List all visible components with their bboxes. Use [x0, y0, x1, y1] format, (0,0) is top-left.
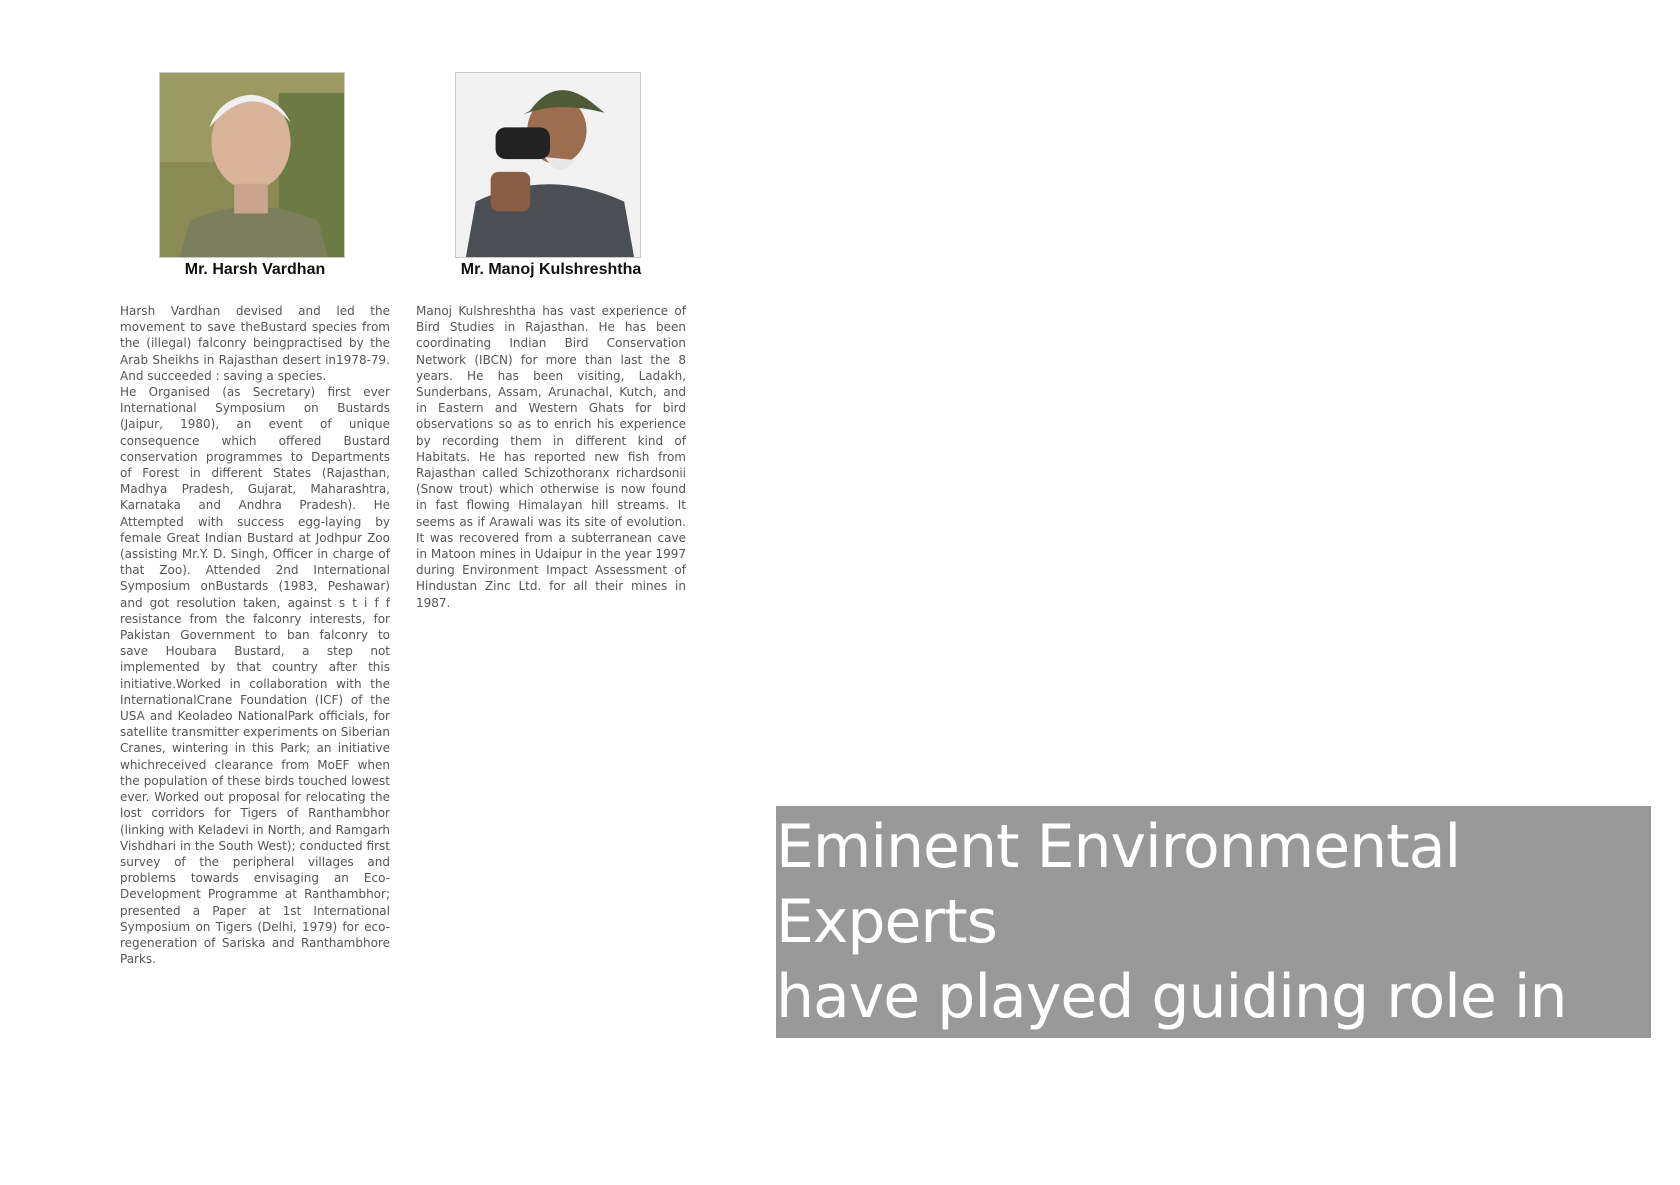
- bio-paragraph: Harsh Vardhan devised and led the movement to save theBustard species from the (illegal) falconry beingpractised by the Arab Sheikhs in Rajasthan desert in1978-79. And succeeded : saving a species.: [120, 304, 390, 383]
- slide-title: Eminent Environmental Experts have played guiding role in revival of Mansagar lake: [776, 812, 1567, 1182]
- portrait-photo: [159, 72, 345, 258]
- expert-bio: [416, 303, 686, 611]
- expert-name: Mr. Harsh Vardhan: [184, 261, 326, 278]
- portrait-manoj-kulshreshtha-image: [456, 73, 640, 257]
- portrait-photo: [455, 72, 641, 258]
- bio-paragraph: Manoj Kulshreshtha has vast experience of Bird Studies in Rajasthan. He has been coordinating Indian Bird Conservation Network (IBCN) for more than last the 8 years. He has been visiting, Ladakh, Sunderbans, Assam, Arunachal, Kutch, and in Eastern and Western Ghats for bird observations so as to enrich his experience by recording them in different kind of Habitats. He has reported new fish from Rajasthan called Schizothoranx richardsonii (Snow trout) which otherwise is now found in fast flowing Himalayan hill streams. It seems as if Arawali was its site of evolution. It was recovered from a subterranean cave in Matoon mines in Udaipur in the year 1997 during Environment Impact Assessment of Hindustan Zinc Ltd. for all their mines in 1987.: [416, 304, 686, 610]
- portrait-harsh-vardhan-image: [160, 73, 344, 257]
- expert-name: Mr. Manoj Kulshreshtha: [460, 261, 642, 278]
- slide-title-box: [776, 806, 1651, 1182]
- expert-bio: [120, 303, 390, 967]
- bio-paragraph: He Organised (as Secretary) first ever International Symposium on Bustards (Jaipur, 1980), an event of unique consequence which offered Bustard conservation programmes to Departments of Forest in different States (Rajasthan, Madhya Pradesh, Gujarat, Maharashtra, Karnataka and Andhra Pradesh). He Attempted with success egg-laying by female Great Indian Bustard at Jodhpur Zoo (assisting Mr.Y. D. Singh, Officer in charge of that Zoo). Attended 2nd International Symposium onBustards (1983, Peshawar) and got resolution taken, against s t i f f resistance from the falconry interests, for Pakistan Government to ban falconry to save Houbara Bustard, a step not implemented by that country after this initiative.Worked in collaboration with the InternationalCrane Foundation (ICF) of the USA and Keoladeo NationalPark officials, for satellite transmitter experiments on Siberian Cranes, wintering in this Park; an initiative whichreceived clearance from MoEF when the population of these birds touched lowest ever. Worked out proposal for relocating the lost corridors for Tigers of Ranthambhor (linking with Keladevi in North, and Ramgarh Vishdhari in the South West); conducted first survey of the peripheral villages and problems towards envisaging an Eco-Development Programme at Ranthambhor; presented a Paper at 1st International Symposium on Tigers (Delhi, 1979) for eco-regeneration of Sariska and Ranthambhore Parks.: [120, 385, 390, 967]
